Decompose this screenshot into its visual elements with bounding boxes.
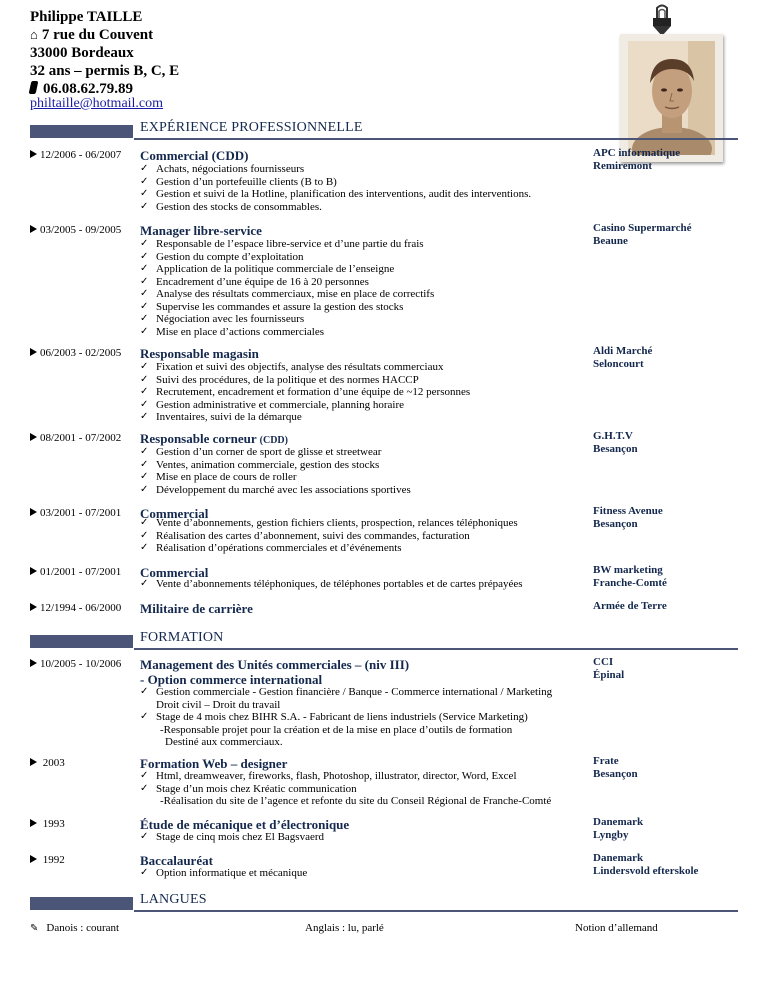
entry-dates: 1993 bbox=[30, 818, 65, 830]
list-item: ✓ Ventes, animation commerciale, gestion des stocks bbox=[140, 459, 411, 472]
section-title: FORMATION bbox=[140, 630, 224, 645]
course-title: Étude de mécanique et d’électronique bbox=[140, 817, 350, 832]
list-item: ✓ Responsable de l’espace libre-service et d’une partie du frais bbox=[140, 238, 434, 251]
language-german: Notion d’allemand bbox=[575, 922, 658, 934]
entry-dates: 01/2001 - 07/2001 bbox=[30, 566, 121, 578]
list-item: ✓ Stage de 4 mois chez BIHR S.A. - Fabricant de liens industriels (Service Marketing) bbox=[140, 711, 552, 724]
job-title: Responsable magasin bbox=[140, 346, 259, 361]
list-item: ✓ Gestion d’un portefeuille clients (B to B) bbox=[140, 176, 531, 189]
list-item: ✓ Gestion commerciale - Gestion financière / Banque - Commerce international / Marketing bbox=[140, 686, 552, 699]
entry-dates: 1992 bbox=[30, 854, 65, 866]
list-item: ✓ Réalisation des cartes d’abonnement, suivi des commandes, facturation bbox=[140, 530, 518, 543]
course-list bbox=[140, 831, 324, 844]
list-item: ✓ Vente d’abonnements téléphoniques, de téléphones portables et de cartes prépayées bbox=[140, 578, 523, 591]
employer-block: APC informatique Remiremont bbox=[593, 147, 681, 172]
email-link[interactable]: philtaille@hotmail.com bbox=[30, 96, 164, 111]
employer-block: Armée de Terre bbox=[593, 600, 667, 612]
age-license-line: 32 ans – permis B, C, E bbox=[30, 63, 180, 79]
entry-dates: 03/2005 - 09/2005 bbox=[30, 224, 121, 236]
arrow-bullet-icon bbox=[30, 819, 37, 827]
school-block: Danemark Lindersvold efterskole bbox=[593, 852, 699, 877]
list-item: ✓ Négociation avec les fournisseurs bbox=[140, 313, 434, 326]
list-item: ✓ Gestion et suivi de la Hotline, planification des interventions, audit des interventions. bbox=[140, 188, 531, 201]
entry-dates: 12/1994 - 06/2000 bbox=[30, 602, 121, 614]
employer-block: Casino Supermarché Beaune bbox=[593, 222, 692, 247]
list-item: ✓ Option informatique et mécanique bbox=[140, 867, 307, 880]
entry-dates: 2003 bbox=[30, 757, 65, 769]
arrow-bullet-icon bbox=[30, 855, 37, 863]
list-item: ✓ Achats, négociations fournisseurs bbox=[140, 163, 531, 176]
list-item: ✓ Gestion des stocks de consommables. bbox=[140, 201, 531, 214]
job-title: Commercial bbox=[140, 565, 209, 580]
address-line: ⌂ 7 rue du Couvent bbox=[30, 27, 154, 43]
duty-list bbox=[140, 446, 411, 496]
list-item: ✓ Supervise les commandes et assure la gestion des stocks bbox=[140, 301, 434, 314]
arrow-bullet-icon bbox=[30, 225, 37, 233]
course-list bbox=[140, 686, 552, 749]
section-education bbox=[30, 628, 738, 650]
entry-dates: 10/2005 - 10/2006 bbox=[30, 658, 121, 670]
course-title: Management des Unités commerciales – (niv III) - Option commerce international bbox=[140, 657, 410, 687]
employer-block: Aldi Marché Seloncourt bbox=[593, 345, 653, 370]
duty-list bbox=[140, 517, 518, 555]
course-title: Formation Web – designer bbox=[140, 756, 288, 771]
list-item: Droit civil – Droit du travail bbox=[156, 698, 281, 711]
employer-block: BW marketing Franche-Comté bbox=[593, 564, 667, 589]
list-item: ✓ Html, dreamweaver, fireworks, flash, Photoshop, illustrator, director, Word, Excel bbox=[140, 770, 551, 783]
section-experience bbox=[30, 118, 738, 140]
section-title: LANGUES bbox=[140, 892, 207, 907]
contact-block bbox=[30, 8, 179, 98]
school-block: CCI Épinal bbox=[593, 656, 625, 681]
school-block: Danemark Lyngby bbox=[593, 816, 644, 841]
list-item: ✓ Mise en place d’actions commerciales bbox=[140, 326, 434, 339]
entry-dates: 06/2003 - 02/2005 bbox=[30, 347, 121, 359]
list-item: Destiné aux commerciaux. bbox=[165, 736, 283, 748]
employer-block: G.H.T.V Besançon bbox=[593, 430, 638, 455]
arrow-bullet-icon bbox=[30, 508, 37, 516]
house-icon: ⌂ bbox=[30, 27, 38, 42]
job-title-note: (CDD) bbox=[259, 435, 288, 446]
job-title: Militaire de carrière bbox=[140, 601, 253, 616]
course-list bbox=[140, 770, 551, 808]
list-item: ✓ Développement du marché avec les associations sportives bbox=[140, 484, 411, 497]
candidate-name: Philippe TAILLE bbox=[30, 9, 143, 25]
section-title: EXPÉRIENCE PROFESSIONNELLE bbox=[140, 120, 363, 135]
arrow-bullet-icon bbox=[30, 433, 37, 441]
arrow-bullet-icon bbox=[30, 758, 37, 766]
list-item: ✓ Gestion administrative et commerciale, planning horaire bbox=[140, 399, 470, 412]
job-title: Manager libre-service bbox=[140, 223, 262, 238]
job-title: Commercial bbox=[140, 506, 209, 521]
arrow-bullet-icon bbox=[30, 659, 37, 667]
list-item: ✓ Gestion du compte d’exploitation bbox=[140, 251, 434, 264]
section-bar bbox=[30, 125, 133, 138]
list-item: ✓ Stage de cinq mois chez El Bagsvaerd bbox=[140, 831, 324, 844]
entry-dates: 03/2001 - 07/2001 bbox=[30, 507, 121, 519]
arrow-bullet-icon bbox=[30, 603, 37, 611]
list-item: -Réalisation du site de l’agence et refonte du site du Conseil Régional de Franche-Comté bbox=[160, 795, 552, 807]
photo-frame bbox=[620, 34, 723, 162]
list-item: ✓ Mise en place de cours de roller bbox=[140, 471, 411, 484]
language-danish: ✎ Danois : courant bbox=[30, 922, 120, 934]
duty-list bbox=[140, 163, 531, 213]
section-rule bbox=[134, 910, 738, 912]
phone-line: 06.08.62.79.89 bbox=[30, 80, 179, 98]
section-rule bbox=[134, 138, 738, 140]
city-line: 33000 Bordeaux bbox=[30, 45, 134, 61]
list-item: ✓ Stage d’un mois chez Kréatic communication bbox=[140, 783, 551, 796]
list-item: ✓ Vente d’abonnements, gestion fichiers clients, prospection, relances téléphoniques bbox=[140, 517, 518, 530]
list-item: ✓ Gestion d’un corner de sport de glisse et streetwear bbox=[140, 446, 411, 459]
entry-dates: 08/2001 - 07/2002 bbox=[30, 432, 121, 444]
list-item: ✓ Recrutement, encadrement et formation d’une équipe de ~12 personnes bbox=[140, 386, 470, 399]
hand-pointer-icon: ✎ bbox=[30, 923, 39, 934]
duty-list bbox=[140, 361, 470, 424]
employer-block: Fitness Avenue Besançon bbox=[593, 505, 663, 530]
arrow-bullet-icon bbox=[30, 150, 37, 158]
arrow-bullet-icon bbox=[30, 348, 37, 356]
job-title: Responsable corneur (CDD) bbox=[140, 431, 288, 446]
list-item: ✓ Réalisation d’opérations commerciales et d’événements bbox=[140, 542, 518, 555]
arrow-bullet-icon bbox=[30, 567, 37, 575]
section-rule bbox=[134, 648, 738, 650]
course-title: Baccalauréat bbox=[140, 853, 213, 868]
list-item: ✓ Encadrement d’une équipe de 16 à 20 personnes bbox=[140, 276, 434, 289]
list-item: ✓ Application de la politique commerciale de l’enseigne bbox=[140, 263, 434, 276]
list-item: ✓ Suivi des procédures, de la politique et des normes HACCP bbox=[140, 374, 470, 387]
section-bar bbox=[30, 635, 133, 648]
section-bar bbox=[30, 897, 133, 910]
list-item: ✓ Fixation et suivi des objectifs, analyse des résultats commerciaux bbox=[140, 361, 470, 374]
duty-list bbox=[140, 578, 523, 591]
entry-dates: 12/2006 - 06/2007 bbox=[30, 149, 121, 161]
school-block: Frate Besançon bbox=[593, 755, 638, 780]
section-languages bbox=[30, 890, 738, 912]
language-english: Anglais : lu, parlé bbox=[305, 922, 384, 934]
list-item: ✓ Analyse des résultats commerciaux, mise en place de correctifs bbox=[140, 288, 434, 301]
course-list bbox=[140, 867, 307, 880]
phone-icon bbox=[29, 81, 39, 94]
duty-list bbox=[140, 238, 434, 338]
job-title: Commercial (CDD) bbox=[140, 148, 249, 163]
list-item: -Responsable projet pour la création et de la mise en place d’outils de formation bbox=[160, 723, 513, 736]
list-item: ✓ Inventaires, suivi de la démarque bbox=[140, 411, 470, 424]
